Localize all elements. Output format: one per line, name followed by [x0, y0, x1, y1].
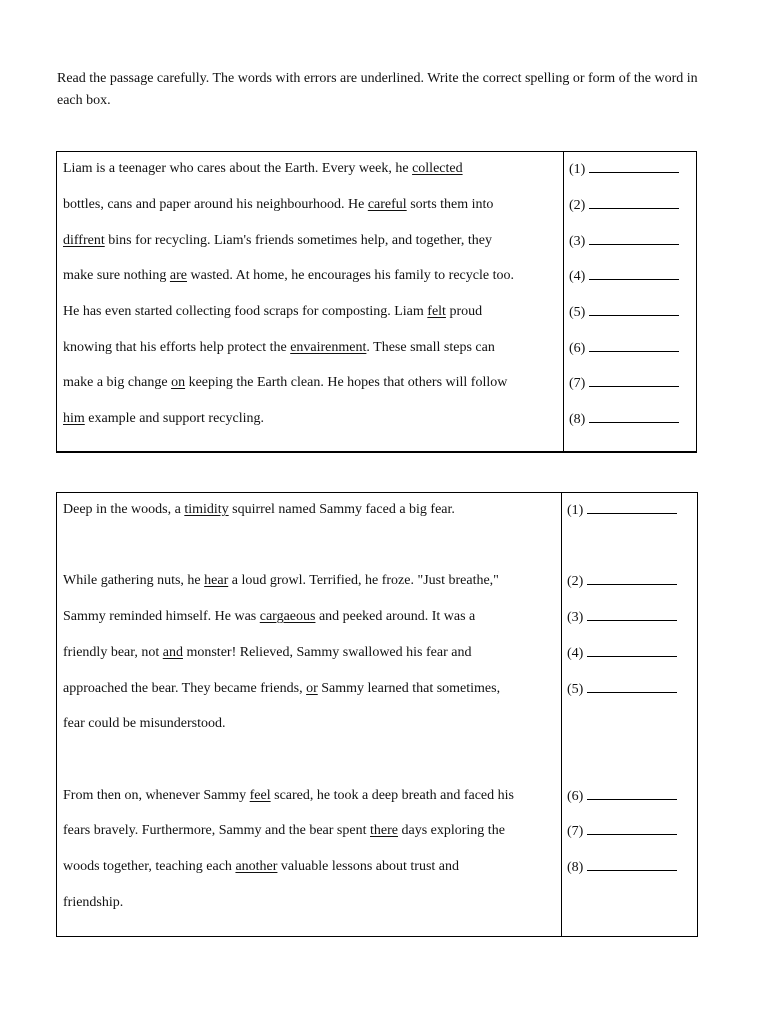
- error-word: on: [171, 375, 186, 390]
- error-word: and: [162, 645, 183, 660]
- error-word: him: [63, 411, 85, 426]
- error-word: envairenment: [290, 340, 367, 355]
- error-word: or: [306, 681, 318, 696]
- passage-line: fears bravely. Furthermore, Sammy and the bear spent there days exploring the: [63, 823, 505, 838]
- passage-line: knowing that his efforts help protect the envairenment. These small steps can: [63, 340, 495, 355]
- passage-line: friendship.: [63, 895, 124, 910]
- answer-slot[interactable]: (4): [569, 266, 679, 287]
- passage-line: While gathering nuts, he hear a loud growl. Terrified, he froze. "Just breathe,": [63, 573, 499, 588]
- passage-line: bottles, cans and paper around his neighbourhood. He careful sorts them into: [63, 197, 494, 212]
- answer-slot[interactable]: (6): [567, 786, 677, 807]
- answer-slot[interactable]: (6): [569, 338, 679, 359]
- answer-slot[interactable]: (4): [567, 643, 677, 664]
- passage-line: approached the bear. They became friends, or Sammy learned that sometimes,: [63, 681, 501, 696]
- error-word: hear: [204, 573, 229, 588]
- answer-slot[interactable]: (7): [569, 373, 679, 394]
- passage-line: woods together, teaching each another valuable lessons about trust and: [63, 859, 459, 874]
- error-word: felt: [427, 304, 446, 319]
- answer-slot[interactable]: (5): [569, 302, 679, 323]
- passage-box-2: [56, 492, 698, 937]
- answer-slot[interactable]: (1): [567, 500, 677, 521]
- passage-line: From then on, whenever Sammy feel scared, he took a deep breath and faced his: [63, 788, 514, 803]
- error-word: timidity: [184, 502, 229, 517]
- error-word: are: [169, 268, 188, 283]
- answer-slot[interactable]: (7): [567, 821, 677, 842]
- passage-line: make sure nothing are wasted. At home, he encourages his family to recycle too.: [63, 268, 514, 283]
- answer-slot[interactable]: (3): [567, 607, 677, 628]
- passage-box-1: [56, 151, 697, 453]
- answer-slot[interactable]: (3): [569, 231, 679, 252]
- instructions: Read the passage carefully. The words with errors are underlined. Write the correct spelling or form of the word in each box.: [57, 71, 698, 108]
- passage-line: him example and support recycling.: [63, 411, 264, 426]
- passage-line: He has even started collecting food scraps for composting. Liam felt proud: [63, 304, 483, 319]
- error-word: diffrent: [63, 233, 105, 248]
- answer-slot[interactable]: (5): [567, 679, 677, 700]
- passage-line: friendly bear, not and monster! Relieved, Sammy swallowed his fear and: [63, 645, 472, 660]
- passage-line: fear could be misunderstood.: [63, 716, 226, 731]
- passage-line: Liam is a teenager who cares about the Earth. Every week, he collected: [63, 161, 463, 176]
- answer-slot[interactable]: (8): [569, 409, 679, 430]
- column-divider: [561, 493, 562, 936]
- error-word: there: [370, 823, 398, 838]
- passage-line: Deep in the woods, a timidity squirrel named Sammy faced a big fear.: [63, 502, 455, 517]
- error-word: feel: [249, 788, 271, 803]
- passage-line: make a big change on keeping the Earth clean. He hopes that others will follow: [63, 375, 508, 390]
- error-word: collected: [412, 161, 463, 176]
- answer-slot[interactable]: (8): [567, 857, 677, 878]
- column-divider: [563, 152, 564, 451]
- error-word: another: [235, 859, 278, 874]
- error-word: cargaeous: [259, 609, 316, 624]
- answer-slot[interactable]: (2): [569, 195, 679, 216]
- passage-line: Sammy reminded himself. He was cargaeous and peeked around. It was a: [63, 609, 476, 624]
- passage-line: diffrent bins for recycling. Liam's friends sometimes help, and together, they: [63, 233, 492, 248]
- error-word: careful: [367, 197, 407, 212]
- answer-slot[interactable]: (2): [567, 571, 677, 592]
- answer-slot[interactable]: (1): [569, 159, 679, 180]
